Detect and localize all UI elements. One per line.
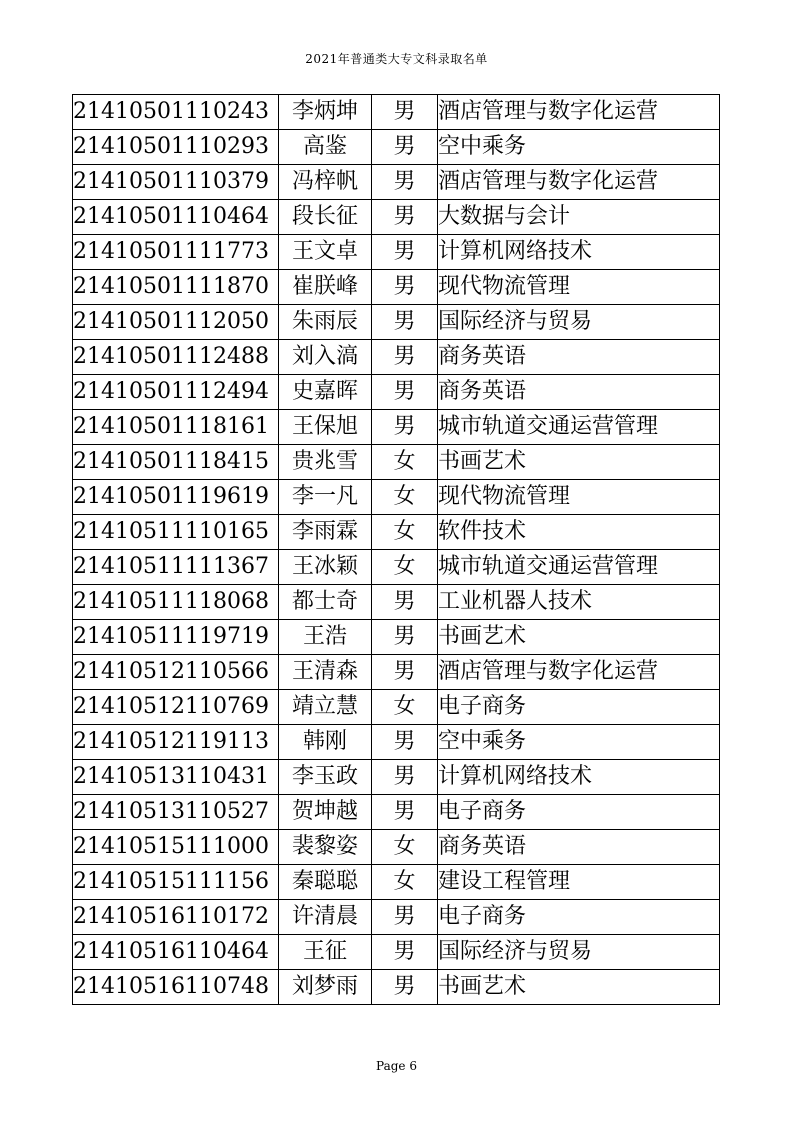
candidate-id-cell: 21410516110172 (73, 900, 279, 935)
candidate-id-cell: 21410501110379 (73, 165, 279, 200)
gender-cell: 男 (372, 760, 438, 795)
table-row (73, 550, 720, 585)
major-cell: 商务英语 (438, 375, 720, 410)
gender-cell: 女 (372, 830, 438, 865)
candidate-id-cell: 21410512119113 (73, 725, 279, 760)
table-row (73, 620, 720, 655)
major-cell: 书画艺术 (438, 445, 720, 480)
student-name-cell: 刘梦雨 (279, 970, 372, 1005)
major-cell: 大数据与会计 (438, 200, 720, 235)
major-cell: 工业机器人技术 (438, 585, 720, 620)
major-cell: 酒店管理与数字化运营 (438, 165, 720, 200)
student-name-cell: 史嘉晖 (279, 375, 372, 410)
student-name-cell: 朱雨辰 (279, 305, 372, 340)
major-cell: 软件技术 (438, 515, 720, 550)
major-cell: 商务英语 (438, 830, 720, 865)
major-cell: 国际经济与贸易 (438, 935, 720, 970)
major-cell: 酒店管理与数字化运营 (438, 95, 720, 130)
student-name-cell: 李炳坤 (279, 95, 372, 130)
table-row (73, 165, 720, 200)
gender-cell: 女 (372, 445, 438, 480)
major-cell: 商务英语 (438, 340, 720, 375)
gender-cell: 男 (372, 795, 438, 830)
gender-cell: 男 (372, 270, 438, 305)
major-cell: 建设工程管理 (438, 865, 720, 900)
admission-table-body (73, 95, 720, 1005)
gender-cell: 男 (372, 620, 438, 655)
candidate-id-cell: 21410516110464 (73, 935, 279, 970)
student-name-cell: 李玉政 (279, 760, 372, 795)
table-row (73, 795, 720, 830)
major-cell: 现代物流管理 (438, 270, 720, 305)
student-name-cell: 都士奇 (279, 585, 372, 620)
student-name-cell: 贺坤越 (279, 795, 372, 830)
student-name-cell: 李雨霖 (279, 515, 372, 550)
table-row (73, 95, 720, 130)
gender-cell: 男 (372, 200, 438, 235)
gender-cell: 男 (372, 585, 438, 620)
student-name-cell: 秦聪聪 (279, 865, 372, 900)
student-name-cell: 贵兆雪 (279, 445, 372, 480)
student-name-cell: 段长征 (279, 200, 372, 235)
student-name-cell: 崔朕峰 (279, 270, 372, 305)
candidate-id-cell: 21410511119719 (73, 620, 279, 655)
table-row (73, 690, 720, 725)
candidate-id-cell: 21410501111870 (73, 270, 279, 305)
table-row (73, 410, 720, 445)
gender-cell: 男 (372, 725, 438, 760)
candidate-id-cell: 21410501111773 (73, 235, 279, 270)
table-row (73, 725, 720, 760)
gender-cell: 男 (372, 935, 438, 970)
table-row (73, 340, 720, 375)
table-row (73, 480, 720, 515)
table-row (73, 305, 720, 340)
major-cell: 书画艺术 (438, 620, 720, 655)
table-row (73, 235, 720, 270)
table-row (73, 585, 720, 620)
gender-cell: 男 (372, 970, 438, 1005)
candidate-id-cell: 21410501112488 (73, 340, 279, 375)
student-name-cell: 王保旭 (279, 410, 372, 445)
candidate-id-cell: 21410501112494 (73, 375, 279, 410)
major-cell: 酒店管理与数字化运营 (438, 655, 720, 690)
student-name-cell: 李一凡 (279, 480, 372, 515)
candidate-id-cell: 21410501110464 (73, 200, 279, 235)
candidate-id-cell: 21410513110431 (73, 760, 279, 795)
candidate-id-cell: 21410501110293 (73, 130, 279, 165)
major-cell: 城市轨道交通运营管理 (438, 410, 720, 445)
student-name-cell: 高鉴 (279, 130, 372, 165)
candidate-id-cell: 21410516110748 (73, 970, 279, 1005)
student-name-cell: 王浩 (279, 620, 372, 655)
candidate-id-cell: 21410501119619 (73, 480, 279, 515)
major-cell: 电子商务 (438, 690, 720, 725)
table-row (73, 970, 720, 1005)
candidate-id-cell: 21410511110165 (73, 515, 279, 550)
gender-cell: 男 (372, 165, 438, 200)
student-name-cell: 裴黎姿 (279, 830, 372, 865)
major-cell: 空中乘务 (438, 725, 720, 760)
table-row (73, 200, 720, 235)
major-cell: 城市轨道交通运营管理 (438, 550, 720, 585)
student-name-cell: 韩刚 (279, 725, 372, 760)
gender-cell: 男 (372, 235, 438, 270)
table-row (73, 865, 720, 900)
table-row (73, 270, 720, 305)
candidate-id-cell: 21410501118161 (73, 410, 279, 445)
candidate-id-cell: 21410515111156 (73, 865, 279, 900)
candidate-id-cell: 21410501118415 (73, 445, 279, 480)
major-cell: 计算机网络技术 (438, 235, 720, 270)
table-row (73, 900, 720, 935)
major-cell: 书画艺术 (438, 970, 720, 1005)
major-cell: 现代物流管理 (438, 480, 720, 515)
gender-cell: 男 (372, 130, 438, 165)
candidate-id-cell: 21410513110527 (73, 795, 279, 830)
student-name-cell: 王冰颖 (279, 550, 372, 585)
table-row (73, 830, 720, 865)
gender-cell: 男 (372, 340, 438, 375)
admission-table (72, 94, 720, 1005)
table-row (73, 655, 720, 690)
gender-cell: 男 (372, 375, 438, 410)
gender-cell: 女 (372, 865, 438, 900)
table-row (73, 375, 720, 410)
candidate-id-cell: 21410511111367 (73, 550, 279, 585)
candidate-id-cell: 21410501110243 (73, 95, 279, 130)
gender-cell: 女 (372, 480, 438, 515)
table-row (73, 130, 720, 165)
student-name-cell: 冯梓帆 (279, 165, 372, 200)
page-number: Page 6 (376, 1059, 417, 1073)
gender-cell: 男 (372, 410, 438, 445)
student-name-cell: 王征 (279, 935, 372, 970)
gender-cell: 男 (372, 655, 438, 690)
gender-cell: 男 (372, 305, 438, 340)
page-title: 2021年普通类大专文科录取名单 (305, 52, 488, 66)
gender-cell: 女 (372, 550, 438, 585)
student-name-cell: 王清森 (279, 655, 372, 690)
major-cell: 计算机网络技术 (438, 760, 720, 795)
student-name-cell: 靖立慧 (279, 690, 372, 725)
candidate-id-cell: 21410515111000 (73, 830, 279, 865)
gender-cell: 女 (372, 515, 438, 550)
table-row (73, 935, 720, 970)
student-name-cell: 许清晨 (279, 900, 372, 935)
gender-cell: 男 (372, 900, 438, 935)
table-row (73, 760, 720, 795)
student-name-cell: 王文卓 (279, 235, 372, 270)
candidate-id-cell: 21410512110769 (73, 690, 279, 725)
candidate-id-cell: 21410501112050 (73, 305, 279, 340)
candidate-id-cell: 21410512110566 (73, 655, 279, 690)
student-name-cell: 刘入滈 (279, 340, 372, 375)
table-row (73, 515, 720, 550)
major-cell: 电子商务 (438, 795, 720, 830)
table-row (73, 445, 720, 480)
major-cell: 空中乘务 (438, 130, 720, 165)
candidate-id-cell: 21410511118068 (73, 585, 279, 620)
major-cell: 电子商务 (438, 900, 720, 935)
gender-cell: 女 (372, 690, 438, 725)
gender-cell: 男 (372, 95, 438, 130)
major-cell: 国际经济与贸易 (438, 305, 720, 340)
